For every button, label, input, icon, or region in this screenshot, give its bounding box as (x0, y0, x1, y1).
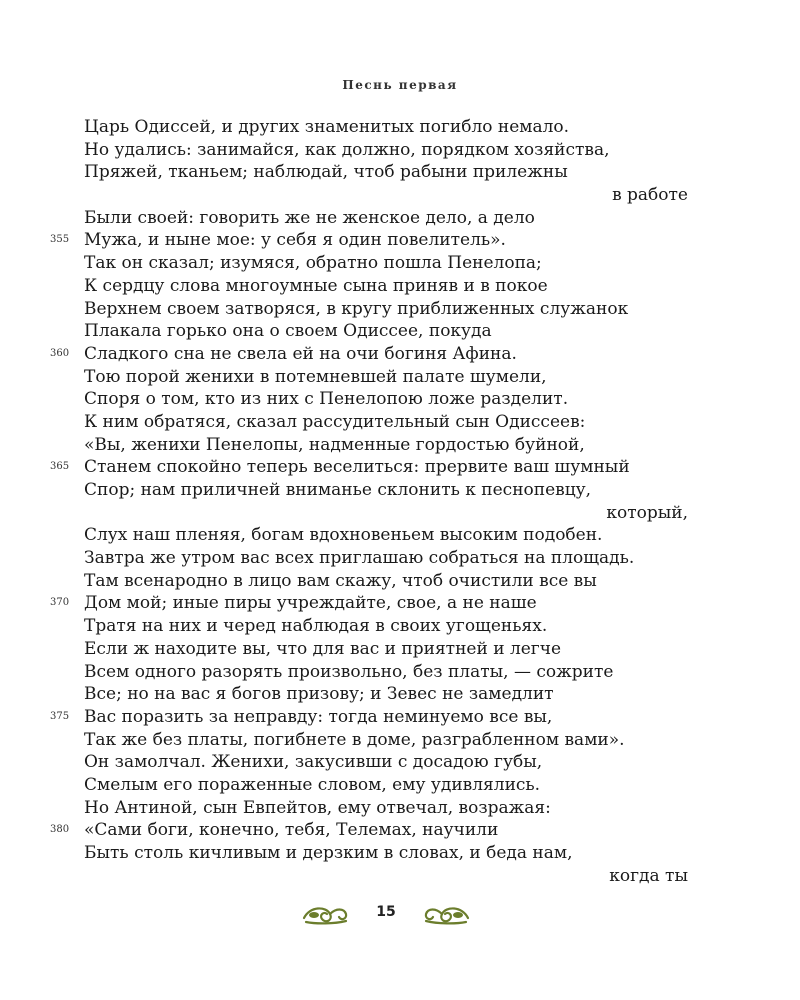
verse-line (0, 434, 800, 457)
verse-text: Если ж находите вы, что для вас и приятней и легче (84, 638, 562, 659)
verse-line (0, 751, 800, 774)
verse-text: Он замолчал. Женихи, закусивши с досадою губы, (84, 752, 543, 773)
vine-ornament-icon (422, 900, 472, 934)
verse-line (0, 207, 800, 230)
verse-line (0, 479, 800, 502)
verse-line (0, 502, 800, 525)
vine-ornament-icon (300, 900, 350, 934)
verse-line (0, 320, 800, 343)
verse-line (0, 184, 800, 207)
verse-text: К ним обратяся, сказал рассудительный сын Одиссеев: (84, 411, 586, 432)
verse-text: Всем одного разорять произвольно, без платы, — сожрите (84, 661, 614, 682)
verse-text: Там всенародно в лицо вам скажу, чтоб очистили все вы (84, 570, 597, 591)
verse-line (0, 411, 800, 434)
verse-text: «Сами боги, конечно, тебя, Телемах, научили (84, 820, 499, 841)
verse-line (0, 275, 800, 298)
verse-text: когда ты (609, 865, 688, 886)
verse-line (0, 547, 800, 570)
verse-line (0, 229, 800, 252)
verse-line (0, 252, 800, 275)
verse-line (0, 592, 800, 615)
verse-line (0, 842, 800, 865)
verse-text: Были своей: говорить же не женское дело, а дело (84, 207, 535, 228)
verse-text: Все; но на вас я богов призову; и Зевес не замедлит (84, 684, 554, 705)
line-number: 375 (50, 710, 70, 722)
verse-line (0, 797, 800, 820)
verse-line (0, 366, 800, 389)
verse-line (0, 388, 800, 411)
verse-text: Смелым его пораженные словом, ему удивлялись. (84, 774, 541, 795)
verse-text: Мужа, и ныне мое: у себя я один повелитель». (84, 230, 506, 251)
verse-text: Верхнем своем затворяся, в кругу приближенных служанок (84, 298, 629, 319)
verse-line (0, 729, 800, 752)
verse-line (0, 161, 800, 184)
verse-line (0, 298, 800, 321)
line-number: 360 (50, 347, 70, 359)
line-number: 365 (50, 461, 70, 473)
verse-text: Так же без платы, погибнете в доме, разграбленном вами». (84, 729, 625, 750)
running-header: Песнь первая (342, 78, 458, 92)
poem-text (0, 116, 800, 887)
verse-line (0, 116, 800, 139)
verse-text: Слух наш пленяя, богам вдохновеньем высоким подобен. (84, 525, 603, 546)
verse-line (0, 865, 800, 888)
verse-text: Завтра же утром вас всех приглашаю собраться на площадь. (84, 548, 635, 569)
verse-line (0, 819, 800, 842)
line-number: 380 (50, 824, 70, 836)
verse-line (0, 570, 800, 593)
verse-text: Но Антиной, сын Евпейтов, ему отвечал, возражая: (84, 797, 551, 818)
verse-text: Быть столь кичливым и дерзким в словах, и беда нам, (84, 843, 573, 863)
verse-text: Сладкого сна не свела ей на очи богиня Афина. (84, 343, 517, 364)
verse-text: который, (606, 502, 688, 523)
verse-text: Тратя на них и черед наблюдая в своих угощеньях. (84, 616, 548, 637)
verse-line (0, 524, 800, 547)
verse-text: в работе (612, 185, 688, 206)
line-number: 355 (50, 234, 70, 246)
verse-text: Так он сказал; изумяся, обратно пошла Пенелопа; (84, 253, 542, 274)
verse-text: Царь Одиссей, и других знаменитых погибло немало. (84, 117, 570, 137)
verse-line (0, 343, 800, 366)
verse-line (0, 638, 800, 661)
verse-text: Пряжей, тканьем; наблюдай, чтоб рабыни прилежны (84, 162, 568, 183)
verse-line (0, 706, 800, 729)
verse-text: Споря о том, кто из них с Пенелопою ложе разделит. (84, 389, 569, 410)
verse-text: Но удались: занимайся, как должно, порядком хозяйства, (84, 139, 610, 160)
verse-line (0, 456, 800, 479)
verse-text: Вас поразить за неправду: тогда неминуемо все вы, (84, 706, 553, 727)
verse-text: Спор; нам приличней вниманье склонить к песнопевцу, (84, 480, 592, 500)
page-number: 15 (376, 904, 396, 920)
verse-text: Тою порой женихи в потемневшей палате шумели, (84, 366, 547, 387)
verse-line (0, 774, 800, 797)
verse-text: Станем спокойно теперь веселиться: прервите ваш шумный (84, 457, 630, 478)
verse-text: Плакала горько она о своем Одиссее, покуда (84, 321, 492, 342)
verse-line (0, 683, 800, 706)
page-footer (0, 900, 800, 930)
line-number: 370 (50, 597, 70, 609)
verse-line (0, 615, 800, 638)
verse-text: Дом мой; иные пиры учреждайте, свое, а не наше (84, 593, 537, 614)
verse-text: «Вы, женихи Пенелопы, надменные гордостью буйной, (84, 434, 585, 455)
verse-line (0, 661, 800, 684)
verse-text: К сердцу слова многоумные сына приняв и в покое (84, 275, 548, 296)
verse-line (0, 139, 800, 162)
